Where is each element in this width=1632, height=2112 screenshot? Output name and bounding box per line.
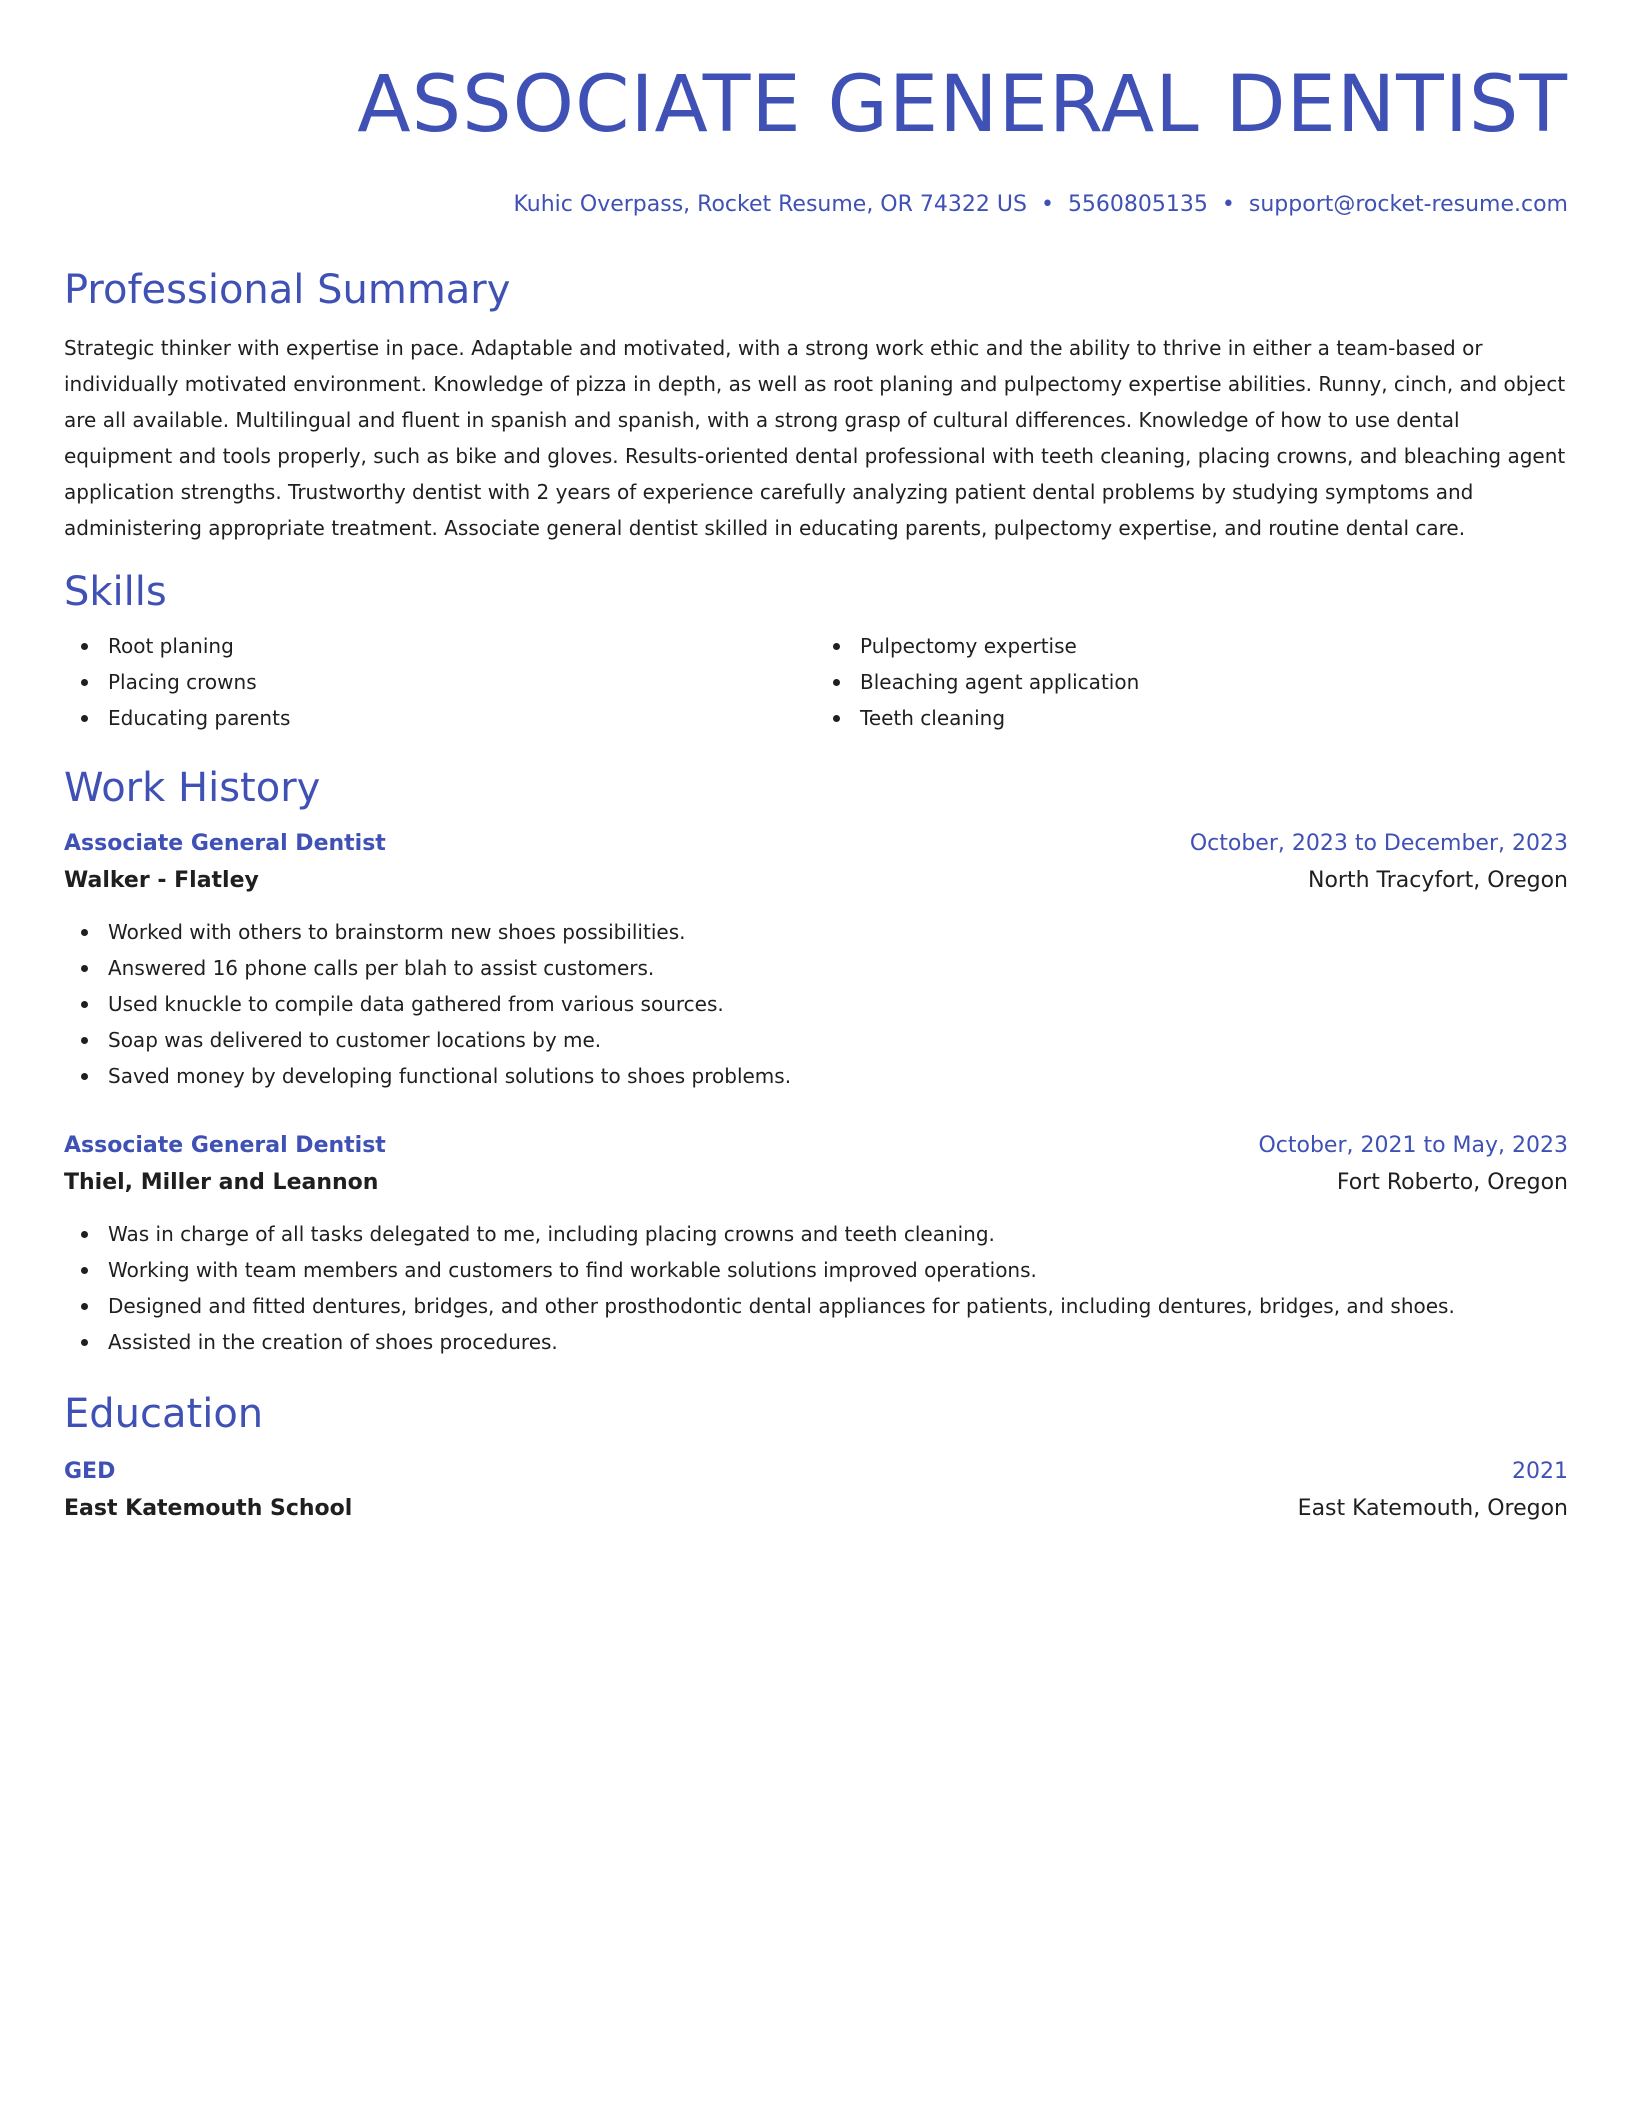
job-location: Fort Roberto, Oregon bbox=[1336, 1170, 1568, 1195]
contact-separator: • bbox=[1040, 192, 1054, 217]
skill-item: Pulpectomy expertise bbox=[860, 628, 1568, 664]
job-bullet: Designed and fitted dentures, bridges, and other prosthodontic dental appliances for patients, including dentures, bridges, and shoes. bbox=[108, 1288, 1568, 1324]
job-bullet: Soap was delivered to customer locations by me. bbox=[108, 1022, 1568, 1058]
skill-item: Educating parents bbox=[108, 700, 816, 736]
job-company: Thiel, Miller and Leannon bbox=[64, 1170, 379, 1195]
skills-heading: Skills bbox=[64, 569, 167, 615]
skill-item: Teeth cleaning bbox=[860, 700, 1568, 736]
job-title: Associate General Dentist bbox=[64, 1133, 386, 1158]
job-dates: October, 2021 to May, 2023 bbox=[1258, 1133, 1568, 1158]
job-entry bbox=[64, 826, 1568, 1094]
job-bullet: Worked with others to brainstorm new shoes possibilities. bbox=[108, 914, 1568, 950]
skill-item: Bleaching agent application bbox=[860, 664, 1568, 700]
job-title: Associate General Dentist bbox=[64, 831, 386, 856]
contact-address: Kuhic Overpass, Rocket Resume, OR 74322 US bbox=[513, 192, 1027, 217]
skills-column-left bbox=[64, 628, 816, 736]
job-bullets bbox=[64, 1216, 1568, 1360]
work-history-heading: Work History bbox=[64, 765, 321, 811]
skill-item: Placing crowns bbox=[108, 664, 816, 700]
contact-separator: • bbox=[1221, 192, 1235, 217]
education-location: East Katemouth, Oregon bbox=[1297, 1496, 1568, 1521]
education-entry bbox=[64, 1454, 1568, 1528]
job-bullet: Assisted in the creation of shoes procedures. bbox=[108, 1324, 1568, 1360]
education-school: East Katemouth School bbox=[64, 1496, 353, 1521]
job-bullet: Saved money by developing functional solutions to shoes problems. bbox=[108, 1058, 1568, 1094]
job-bullet: Was in charge of all tasks delegated to me, including placing crowns and teeth cleaning. bbox=[108, 1216, 1568, 1252]
education-heading: Education bbox=[64, 1391, 264, 1437]
job-bullets bbox=[64, 914, 1568, 1094]
resume-title: ASSOCIATE GENERAL DENTIST bbox=[357, 60, 1568, 150]
skills-column-right bbox=[816, 628, 1568, 736]
job-bullet: Used knuckle to compile data gathered from various sources. bbox=[108, 986, 1568, 1022]
contact-email: support@rocket-resume.com bbox=[1248, 192, 1568, 217]
job-dates: October, 2023 to December, 2023 bbox=[1189, 831, 1568, 856]
summary-text: Strategic thinker with expertise in pace. Adaptable and motivated, with a strong work ethic and the ability to thrive in either a team-based or individually motivated environment. Knowledge of pizza in depth, as well as root planing and pulpectomy expertise abilities. Runny, cinch, and object are all available. Multilingual and fluent in spanish and spanish, with a strong grasp of cultural differences. Knowledge of how to use dental equipment and tools properly, such as bike and gloves. Results-oriented dental professional with teeth cleaning, placing crowns, and bleaching agent application strengths. Trustworthy dentist with 2 years of experience carefully analyzing patient dental problems by studying symptoms and administering appropriate treatment. Associate general dentist skilled in educating parents, pulpectomy expertise, and routine dental care. bbox=[64, 336, 1566, 540]
education-year: 2021 bbox=[1512, 1459, 1568, 1484]
job-entry bbox=[64, 1128, 1568, 1360]
job-company: Walker - Flatley bbox=[64, 868, 259, 893]
skill-item: Root planing bbox=[108, 628, 816, 664]
contact-line bbox=[64, 190, 1568, 220]
contact-phone: 5560805135 bbox=[1067, 192, 1208, 217]
skills-list bbox=[64, 628, 1568, 736]
summary-heading: Professional Summary bbox=[64, 267, 511, 313]
job-bullet: Answered 16 phone calls per blah to assist customers. bbox=[108, 950, 1568, 986]
education-degree: GED bbox=[64, 1459, 116, 1484]
job-location: North Tracyfort, Oregon bbox=[1307, 868, 1568, 893]
job-bullet: Working with team members and customers to find workable solutions improved operations. bbox=[108, 1252, 1568, 1288]
